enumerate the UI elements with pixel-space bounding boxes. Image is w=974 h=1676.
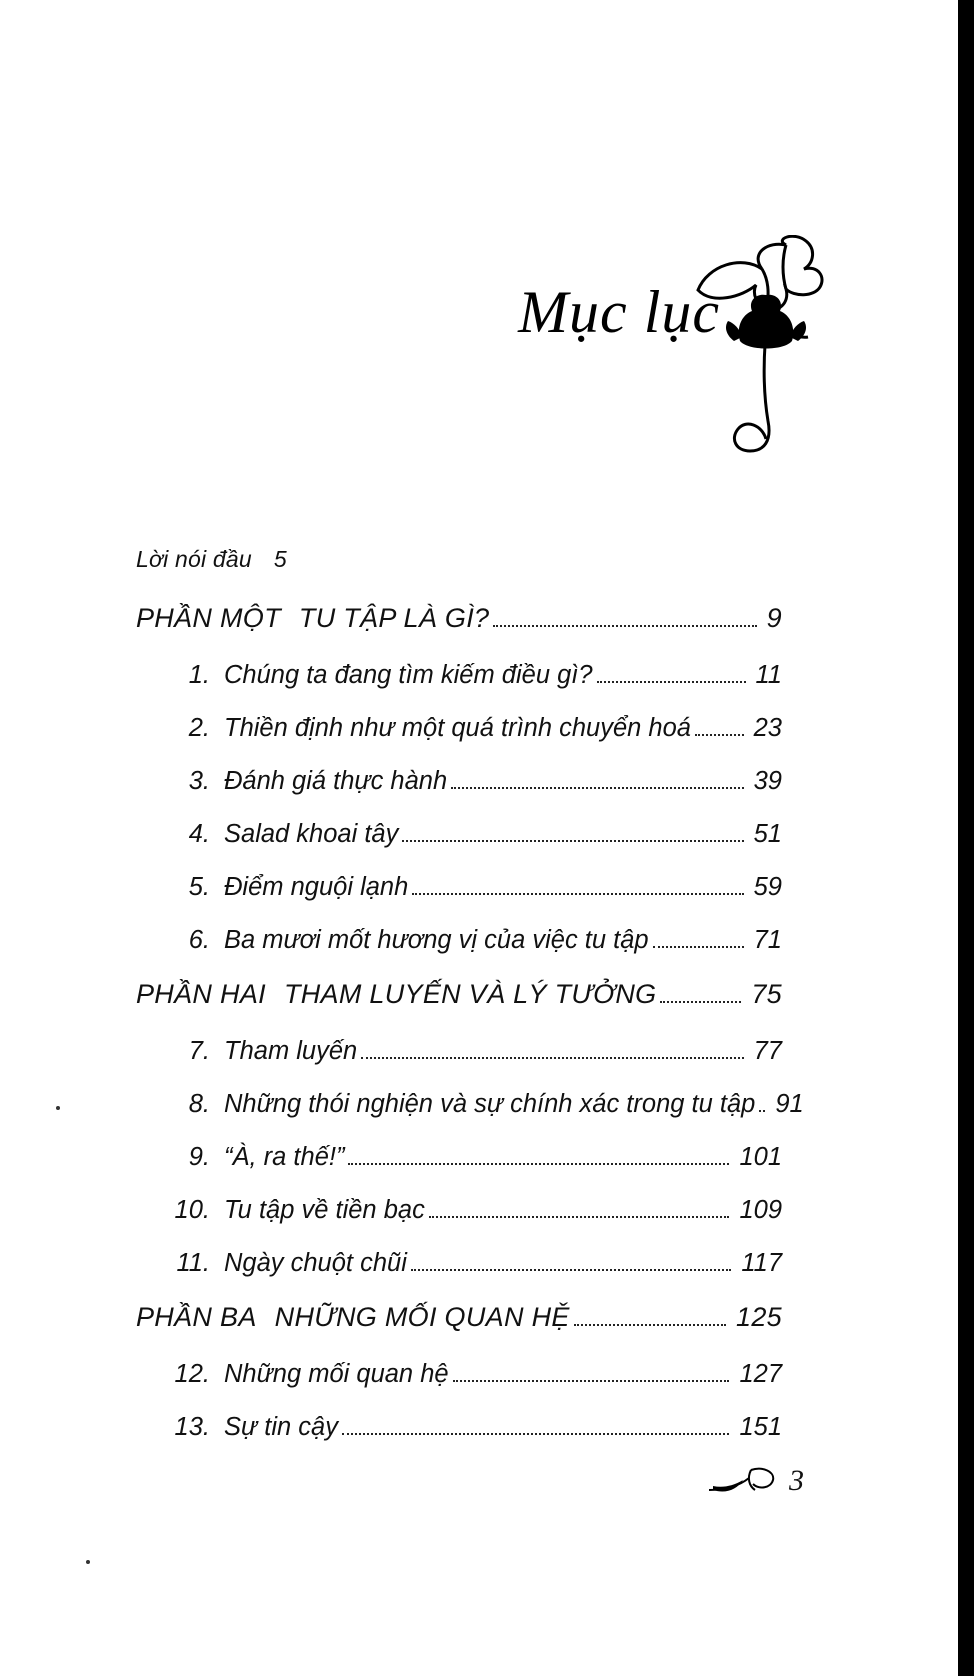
toc-part-row[interactable] [136, 1304, 782, 1332]
toc-chapter-title: Ba mươi mốt hương vị của việc tu tập [224, 926, 649, 954]
toc-page-number: 51 [753, 820, 782, 848]
toc-leader-dots [348, 1163, 729, 1165]
toc-page-number: 101 [739, 1143, 782, 1171]
toc-page-number: 23 [753, 714, 782, 742]
toc-chapter-title: “À, ra thế!” [224, 1143, 345, 1171]
toc-page-number: 127 [739, 1360, 782, 1388]
toc-leader-dots [361, 1057, 743, 1059]
toc-leader-dots [574, 1324, 726, 1326]
toc-part-title: THAM LUYẾN VÀ LÝ TƯỞNG [283, 979, 657, 1009]
toc-chapter-row[interactable] [136, 1090, 804, 1118]
toc-chapter-title: Tu tập về tiền bạc [224, 1196, 425, 1224]
toc-leader-dots [342, 1433, 730, 1435]
toc-chapter-number: 10. [174, 1196, 210, 1224]
toc-leader-dots [429, 1216, 730, 1218]
toc-chapter-row[interactable] [136, 822, 782, 848]
toc-part-title: TU TẬP LÀ GÌ? [298, 603, 490, 633]
toc-part-row[interactable] [136, 981, 782, 1009]
table-of-contents [136, 546, 804, 1468]
toc-chapter-number: 2. [188, 714, 210, 742]
toc-chapter-number: 5. [188, 873, 210, 901]
toc-chapter-row[interactable] [136, 716, 782, 742]
margin-dot [86, 1560, 90, 1564]
toc-page-number: 151 [739, 1413, 782, 1441]
toc-chapter-row[interactable] [136, 663, 782, 689]
toc-leader-dots [412, 893, 743, 895]
toc-chapter-number: 3. [188, 767, 210, 795]
toc-page-number: 11 [755, 661, 782, 689]
toc-preface-page: 5 [273, 546, 287, 572]
toc-leader-dots [493, 625, 756, 627]
margin-dot [56, 1106, 60, 1110]
folio-number: 3 [789, 1464, 804, 1497]
toc-part-row[interactable] [136, 605, 782, 633]
toc-page-number: 125 [736, 1302, 782, 1332]
toc-page-number: 59 [753, 873, 782, 901]
toc-chapter-number: 1. [188, 661, 210, 689]
toc-part-title: NHỮNG MỐI QUAN HỆ [274, 1302, 570, 1332]
toc-chapter-row[interactable] [136, 1145, 782, 1171]
toc-page-number: 75 [751, 979, 782, 1009]
toc-chapter-number: 11. [176, 1249, 210, 1277]
toc-chapter-title: Đánh giá thực hành [224, 767, 448, 795]
toc-page-number: 9 [766, 603, 782, 633]
toc-leader-dots [411, 1269, 731, 1271]
toc-chapter-title: Ngày chuột chũi [224, 1249, 407, 1277]
toc-leader-dots [451, 787, 743, 789]
toc-chapter-title: Thiền định như một quá trình chuyển hoá [224, 714, 691, 742]
toc-chapter-title: Những thói nghiện và sự chính xác trong tu tập [224, 1090, 756, 1118]
toc-chapter-number: 7. [188, 1037, 210, 1065]
toc-chapter-title: Điểm nguội lạnh [224, 873, 409, 901]
toc-chapter-number: 9. [188, 1143, 210, 1171]
toc-preface-label: Lời nói đầu [136, 546, 252, 572]
toc-chapter-row[interactable] [136, 928, 782, 954]
toc-leader-dots [597, 681, 746, 683]
toc-leader-dots [653, 946, 744, 948]
toc-chapter-row[interactable] [136, 1039, 782, 1065]
toc-chapter-title: Tham luyến [224, 1037, 358, 1065]
toc-chapter-row[interactable] [136, 1415, 782, 1441]
lotus-flower-icon [690, 235, 830, 475]
toc-page-number: 91 [775, 1090, 804, 1118]
page-footer [705, 1464, 804, 1498]
toc-leader-dots [695, 734, 744, 736]
toc-chapter-row[interactable] [136, 1198, 782, 1224]
toc-chapter-number: 4. [188, 820, 210, 848]
toc-chapter-number: 8. [188, 1090, 210, 1118]
toc-chapter-number: 13. [174, 1413, 210, 1441]
page-edge-band [958, 0, 974, 1676]
leaf-ornament-icon [705, 1464, 781, 1498]
toc-page-number: 109 [739, 1196, 782, 1224]
toc-chapter-row[interactable] [136, 1251, 782, 1277]
toc-leader-dots [660, 1001, 741, 1003]
toc-chapter-title: Những mối quan hệ [224, 1360, 449, 1388]
toc-leader-dots [759, 1110, 765, 1112]
toc-page-number: 71 [753, 926, 782, 954]
toc-page-number: 117 [741, 1249, 782, 1277]
toc-chapter-number: 12. [174, 1360, 210, 1388]
toc-preface-row[interactable] [136, 548, 782, 571]
toc-chapter-row[interactable] [136, 769, 782, 795]
toc-part-name: PHẦN BA [136, 1302, 257, 1332]
page-title: Mục lục [518, 279, 720, 345]
toc-chapter-row[interactable] [136, 1362, 782, 1388]
toc-page-number: 77 [753, 1037, 782, 1065]
toc-leader-dots [453, 1380, 730, 1382]
toc-chapter-title: Chúng ta đang tìm kiếm điều gì? [224, 661, 593, 689]
toc-chapter-number: 6. [188, 926, 210, 954]
toc-part-name: PHẦN MỘT [136, 603, 281, 633]
toc-part-name: PHẦN HAI [136, 979, 266, 1009]
toc-chapter-title: Sự tin cậy [224, 1413, 338, 1441]
toc-chapter-title: Salad khoai tây [224, 820, 399, 848]
toc-page-number: 39 [753, 767, 782, 795]
toc-chapter-row[interactable] [136, 875, 782, 901]
toc-leader-dots [402, 840, 743, 842]
